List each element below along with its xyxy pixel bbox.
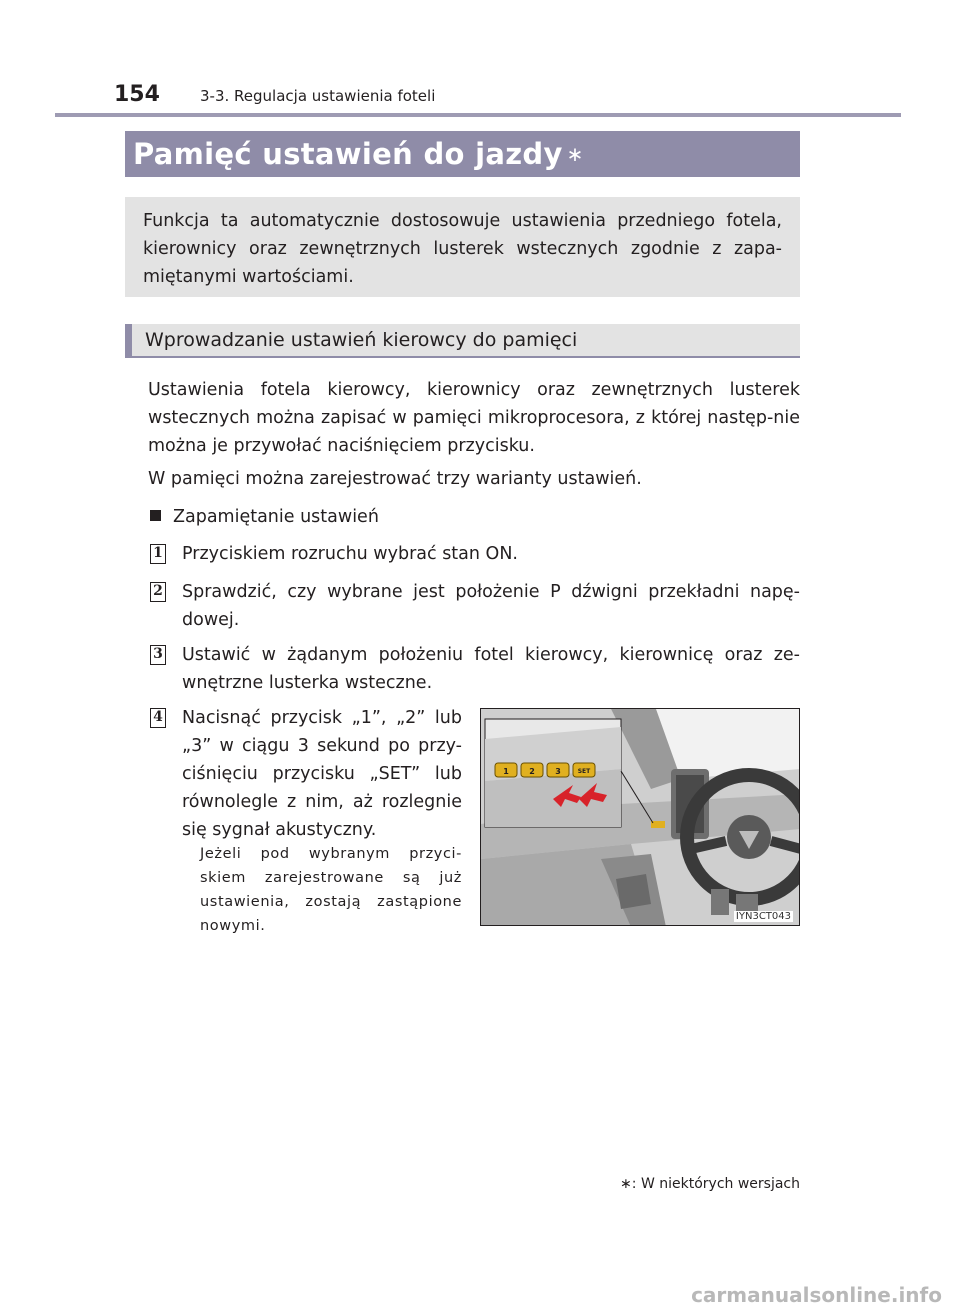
body-paragraph-1: Ustawienia fotela kierowcy, kierownicy oraz zewnętrznych lusterek wstecznych można zapisać w pamięci mikroprocesora, z której następ-nie można je przywołać naciśnięciem przycisku. <box>148 380 800 456</box>
set-button-label: SET <box>577 768 591 775</box>
set-button <box>573 763 595 777</box>
step-note: Jeżeli pod wybranym przyci-skiem zarejestrowane są już ustawienia, zostają zastąpione nowymi. <box>200 846 462 934</box>
bullet-heading: Zapamiętanie ustawień <box>173 507 379 527</box>
step-number-1: 1 <box>150 544 166 564</box>
memory-button-2 <box>521 763 543 777</box>
section-title: 3-3. Regulacja ustawienia foteli <box>200 87 436 105</box>
header-divider <box>55 113 901 117</box>
dashboard-svg <box>481 709 800 926</box>
bullet-square-icon <box>150 510 161 521</box>
footnote: ∗: W niektórych wersjach <box>620 1176 800 1192</box>
dashboard-illustration <box>480 708 800 926</box>
step-text-3: Ustawić w żądanym położeniu fotel kierowcy, kierownicę oraz ze-wnętrzne lusterka wsteczne. <box>182 645 800 693</box>
step-text-1: Przyciskiem rozruchu wybrać stan ON. <box>182 544 518 564</box>
subheading: Wprowadzanie ustawień kierowcy do pamięci <box>145 329 578 351</box>
step-text-4: Nacisnąć przycisk „1”, „2” lub „3” w ciągu 3 sekund po przy-ciśnięciu przycisku „SET” lub równolegle z nim, aż rozlegnie się sygnał akustyczny. <box>182 708 462 840</box>
body-paragraph-2: W pamięci można zarejestrować trzy warianty ustawień. <box>148 469 642 489</box>
memory-button-3-label: 3 <box>555 767 561 776</box>
title-asterisk: ∗ <box>566 142 584 166</box>
page-title: Pamięć ustawień do jazdy <box>133 137 563 171</box>
step-text-2: Sprawdzić, czy wybrane jest położenie P dźwigni przekładni napę-dowej. <box>182 582 800 630</box>
intro-box: Funkcja ta automatycznie dostosowuje ustawienia przedniego fotela, kierownicy oraz zewnętrznych lusterek wstecznych zgodnie z zapa-miętanymi wartościami. <box>125 197 800 297</box>
page-number: 154 <box>114 82 160 107</box>
memory-button-1-label: 1 <box>503 767 509 776</box>
memory-button-2-label: 2 <box>529 767 535 776</box>
watermark: carmanualsonline.info <box>691 1283 942 1307</box>
step-number-3: 3 <box>150 645 166 665</box>
figure-code: IYN3CT043 <box>735 911 791 922</box>
subheading-bar <box>125 324 800 358</box>
memory-button-1 <box>495 763 517 777</box>
page-title-bar <box>125 131 800 177</box>
step-number-2: 2 <box>150 582 166 602</box>
memory-button-3 <box>547 763 569 777</box>
step-number-4: 4 <box>150 708 166 728</box>
